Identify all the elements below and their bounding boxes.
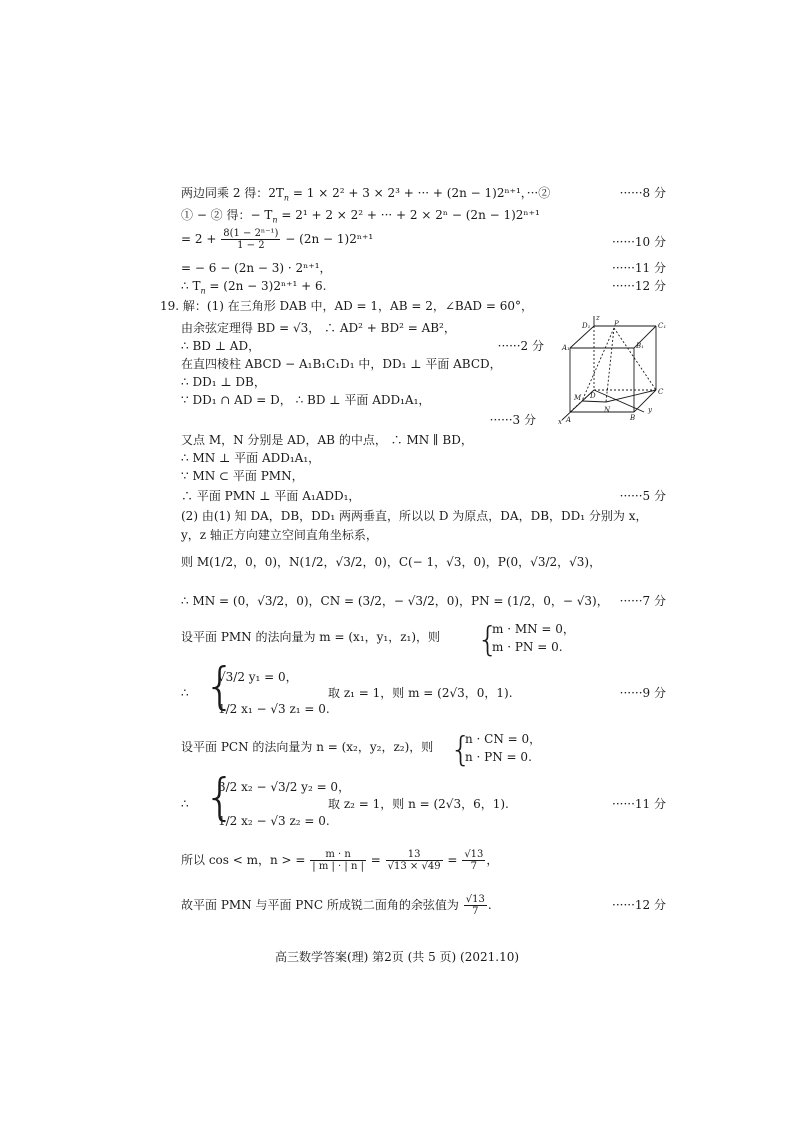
p2-line-h1: 3/2 x₂ − √3/2 y₂ = 0，: [218, 780, 351, 794]
eq-line-5: ∴ $T_n = (2n - 3)2^{n+1} + 6$.: [181, 279, 327, 296]
p2-line-g2: n · PN = 0.: [465, 750, 532, 764]
q19-line-a: 19. 解：(1) 在三角形 DAB 中，AD = 1，AB = 2，∠BAD = 60°，: [160, 299, 533, 313]
fraction: $\frac{m \cdot n}{| m | \cdot | n |}$: [312, 849, 364, 872]
label-z: z: [596, 314, 600, 322]
score-8: ······8 分: [619, 186, 666, 200]
p2-line-h3: 取 z₂ = 1，则 n = (2√3，6，1).: [328, 797, 509, 811]
score-9: ······9 分: [619, 686, 666, 700]
fraction: $\frac{√13}{7}$: [465, 894, 485, 917]
brace-3: {: [450, 730, 472, 770]
therefore-1: ∴: [181, 686, 189, 700]
label-d1: D₁: [582, 322, 591, 330]
p2-line-e1: m · MN = 0，: [492, 622, 575, 636]
p2-line-j: 故平面 PMN 与平面 PNC 所成锐二面角的余弦值为 $\frac{√13}{7}$ .: [181, 894, 492, 917]
q19-line-b: 由余弦定理得 BD = √3， ∴ AD² + BD² = AB²，: [181, 321, 456, 335]
label-y: y: [648, 406, 652, 414]
p2-line-g: 设平面 PCN 的法向量为 n = (x₂，y₂，z₂)，则: [181, 740, 434, 754]
q19-line-h: ∴ MN ⊥ 平面 ADD₁A₁，: [181, 451, 321, 465]
label-m: M: [574, 394, 582, 402]
brace-4: {: [204, 768, 236, 826]
score-12a: ······12 分: [612, 279, 666, 293]
score-12b: ······12 分: [612, 898, 666, 912]
p2-line-b: y，z 轴正方向建立空间直角坐标系，: [181, 528, 378, 542]
label-d: D: [590, 392, 596, 400]
score-10: ······10 分: [612, 235, 666, 249]
score-5: ······5 分: [619, 489, 666, 503]
p2-line-c: 则 M(1/2，0，0)，N(1/2，√3/2，0)，C(− 1，√3，0)，P(0，√3/2，√3)，: [181, 555, 602, 569]
label-c: C: [658, 388, 664, 396]
eq-line-1: 两边同乘 2 得：$2T_n = 1 \times 2^2 + 3 \times 2^3$ + ··· + (2n − 1)2ⁿ⁺¹，···②: [181, 186, 551, 203]
eq-line-2: ① − ② 得：− $T_n = 2^1 + 2 \times 2^2$ + ··· + 2 × 2ⁿ − (2n − 1)2ⁿ⁺¹: [181, 208, 540, 225]
q19-line-e: ∴ DD₁ ⊥ DB，: [181, 375, 266, 389]
p2-line-f1: √3/2 y₁ = 0，: [218, 670, 298, 684]
p2-line-e: 设平面 PMN 的法向量为 m = (x₁，y₁，z₁)，则: [181, 630, 441, 644]
label-a: A: [566, 416, 572, 424]
q19-line-g: 又点 M，N 分别是 AD，AB 的中点， ∴ MN ∥ BD，: [181, 433, 473, 447]
p2-line-h2: 1/2 x₂ − √3 z₂ = 0.: [218, 814, 330, 828]
eq-line-3: = 2 + $\frac{\text{8(1 − 2ⁿ⁻¹)}}{1 - 2}$ − (2n − 1)2ⁿ⁺¹: [181, 228, 374, 251]
label-a1: A₁: [562, 344, 570, 352]
eq-line-4: = − 6 − (2n − 3) · 2ⁿ⁺¹，: [181, 261, 332, 275]
label-x: x: [558, 418, 562, 426]
fraction: $\frac{13}{√13 \times √49}$: [387, 849, 441, 872]
fraction: $\frac{√13}{7}$: [464, 849, 484, 872]
p2-line-g1: n · CN = 0，: [465, 732, 542, 746]
page-footer: 高三数学答案(理) 第2页 (共 5 页) (2021.10): [274, 950, 520, 964]
p2-line-d: ∴ MN = (0，√3/2，0)，CN = (3/2，− √3/2，0)，PN = (1/2，0，− √3)，: [181, 594, 609, 608]
score-3: ······3 分: [489, 413, 536, 427]
label-b1: B₁: [636, 342, 644, 350]
p2-line-f3: 取 z₁ = 1，则 m = (2√3，0，1).: [328, 686, 513, 700]
score-11b: ······11 分: [612, 797, 666, 811]
score-11: ······11 分: [612, 261, 666, 275]
prism-figure: [556, 314, 666, 426]
q19-line-j: ∴ 平面 PMN ⊥ 平面 A₁ADD₁，: [181, 489, 361, 503]
brace-2: {: [204, 657, 236, 715]
p2-line-a: (2) 由(1) 知 DA，DB，DD₁ 两两垂直，所以以 D 为原点，DA，DB，DD₁ 分别为 x，: [181, 509, 648, 523]
q19-line-f: ∵ DD₁ ∩ AD = D， ∴ BD ⊥ 平面 ADD₁A₁，: [181, 393, 431, 407]
q19-line-c: ∴ BD ⊥ AD，: [181, 339, 261, 353]
fraction: $\frac{\text{8(1 − 2ⁿ⁻¹)}}{1 - 2}$: [223, 228, 279, 251]
p2-line-e2: m · PN = 0.: [492, 640, 563, 654]
label-n: N: [604, 406, 611, 414]
score-2: ······2 分: [497, 339, 544, 353]
label-c1: C₁: [658, 322, 666, 330]
therefore-2: ∴: [181, 797, 189, 811]
q19-line-i: ∵ MN ⊂ 平面 PMN，: [181, 469, 304, 483]
q19-line-d: 在直四棱柱 ABCD − A₁B₁C₁D₁ 中，DD₁ ⊥ 平面 ABCD，: [181, 357, 502, 371]
score-7: ······7 分: [619, 594, 666, 608]
p2-line-f2: 1/2 x₁ − √3 z₁ = 0.: [218, 702, 330, 716]
brace-1: {: [477, 620, 499, 660]
label-p: P: [614, 320, 619, 328]
label-b: B: [630, 414, 636, 422]
p2-line-i: 所以 cos < m，n > = $\frac{m \cdot n}{| m | \cdot | n |}$ = $\frac{13}{√13 \times √49}$ = $\frac{√13}{7}$ ，: [181, 849, 499, 872]
